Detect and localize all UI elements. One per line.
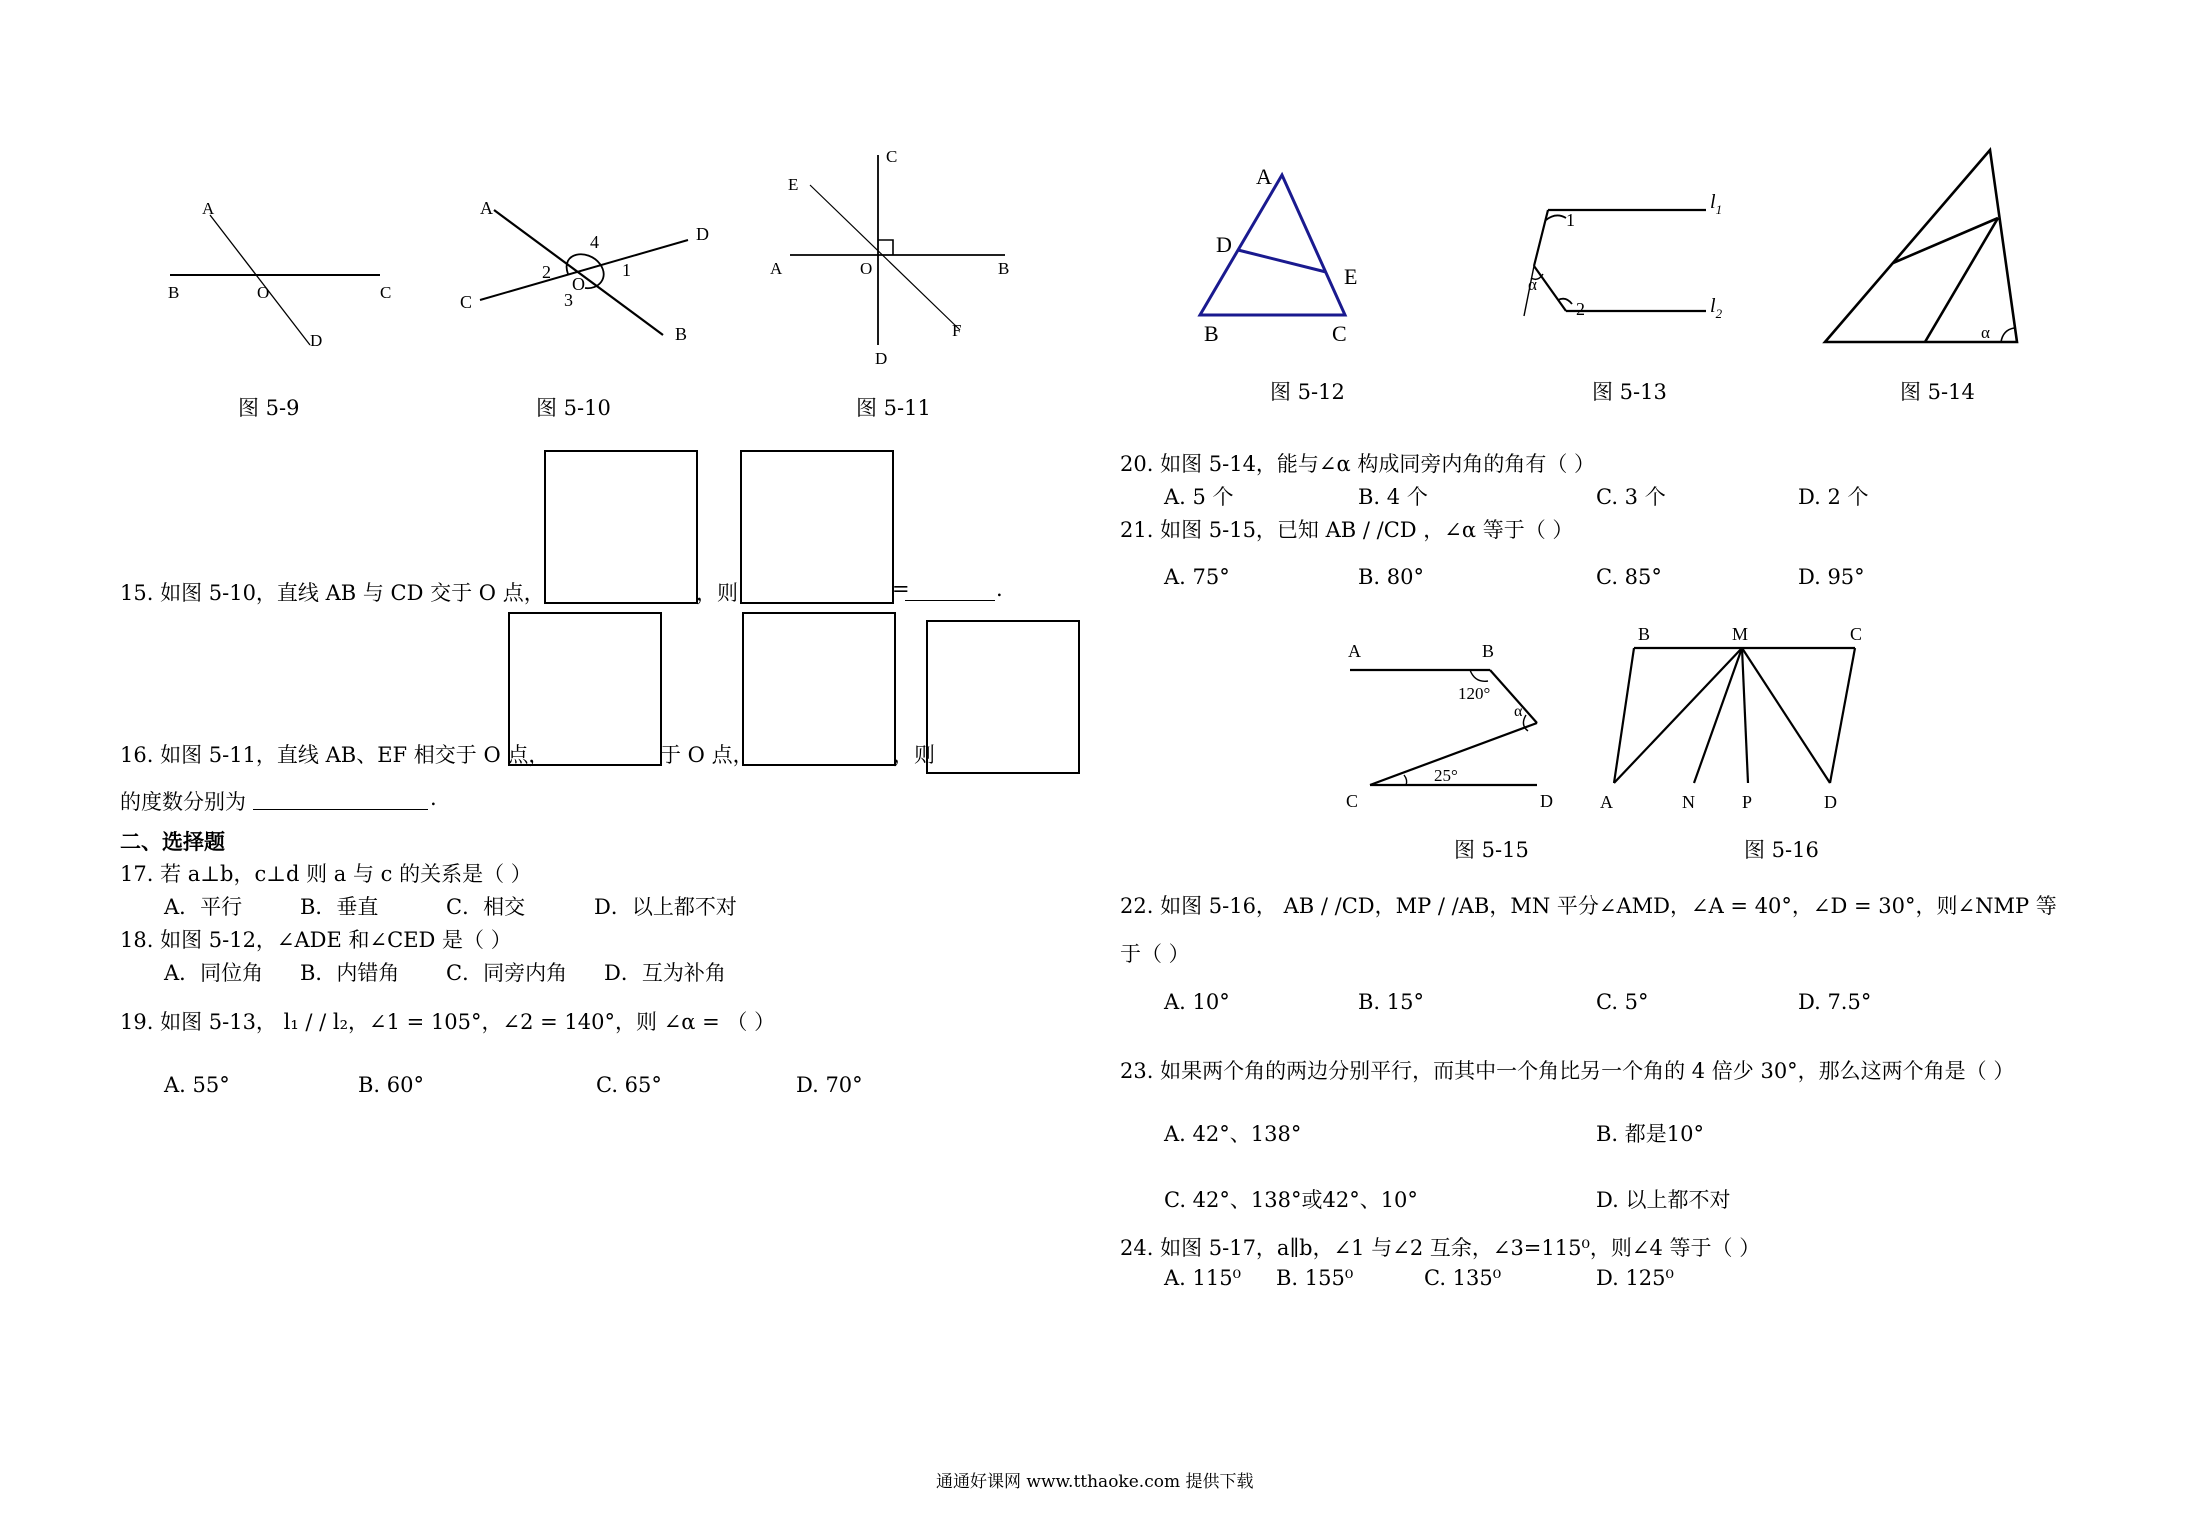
q22-option-d[interactable]: D. 7.5° [1798, 990, 1872, 1014]
q17-option-c[interactable]: C．相交 [446, 895, 526, 919]
fig59-label-a: A [202, 199, 215, 218]
fig513-label-l1: $l_1$ [1710, 191, 1723, 217]
fig516-label-b: B [1638, 624, 1651, 644]
q19-option-b[interactable]: B. 60° [358, 1073, 425, 1097]
q19-option-a[interactable]: A. 55° [164, 1073, 230, 1097]
q24-stem: 24. 如图 5-17，a∥b，∠1 与∠2 互余，∠3=115⁰，则∠4 等于（ ） [1120, 1236, 1761, 1260]
fig510-label-c: C [460, 292, 473, 312]
fig512-caption: 图 5-12 [1270, 380, 1345, 404]
fig513-caption: 图 5-13 [1592, 380, 1667, 404]
q22-option-c[interactable]: C. 5° [1596, 990, 1649, 1014]
q16-angle-box-2 [742, 612, 896, 766]
fig510-label-4: 4 [590, 232, 599, 252]
q21-stem: 21. 如图 5-15，已知 AB / /CD ，∠α 等于（ ） [1120, 518, 1574, 542]
fig510-label-d: D [696, 224, 709, 244]
q22-option-b[interactable]: B. 15° [1358, 990, 1425, 1014]
fig516-label-d: D [1824, 792, 1837, 812]
fig516-label-p: P [1742, 792, 1753, 812]
q19-stem: 19. 如图 5-13， l₁ / / l₂，∠1 = 105°，∠2 = 140°，则 ∠α = （ ） [120, 1010, 776, 1034]
fig511-label-e: E [788, 175, 799, 194]
figure-5-13 [1510, 170, 1760, 340]
fig511-label-c: C [886, 147, 898, 166]
fig513-label-1: 1 [1566, 210, 1575, 230]
fig516-label-c: C [1850, 624, 1863, 644]
fig59-label-d: D [310, 331, 323, 350]
q18-stem: 18. 如图 5-12，∠ADE 和∠CED 是（ ） [120, 928, 512, 952]
fig510-caption: 图 5-10 [536, 396, 611, 420]
fig510-label-o: O [572, 274, 585, 294]
fig515-label-b: B [1482, 641, 1495, 661]
fig59-label-b: B [168, 283, 180, 302]
q24-option-b[interactable]: B. 155⁰ [1276, 1266, 1354, 1290]
q22-stem-2: 于（ ） [1120, 942, 1190, 966]
section-heading-choice: 二、选择题 [120, 829, 225, 854]
fig511-caption: 图 5-11 [856, 396, 931, 420]
fig515-label-d: D [1540, 791, 1553, 811]
fig512-label-c: C [1332, 321, 1347, 346]
fig513-label-2: 2 [1576, 299, 1585, 319]
q17-option-d[interactable]: D．以上都不对 [594, 895, 737, 919]
q15-angle-box-2 [740, 450, 894, 604]
q20-option-c[interactable]: C. 3 个 [1596, 485, 1666, 509]
q17-option-a[interactable]: A．平行 [164, 895, 243, 919]
q17-option-b[interactable]: B．垂直 [300, 895, 379, 919]
q23-option-a[interactable]: A. 42°、138° [1164, 1122, 1302, 1146]
figure-5-12 [1180, 150, 1380, 350]
q18-option-b[interactable]: B．内错角 [300, 961, 400, 985]
fig512-label-b: B [1204, 321, 1219, 346]
fig512-label-e: E [1344, 264, 1358, 289]
fig510-label-2: 2 [542, 262, 551, 282]
fig514-caption: 图 5-14 [1900, 380, 1975, 404]
fig512-label-d: D [1216, 232, 1232, 257]
fig510-label-1: 1 [622, 260, 631, 280]
q20-option-b[interactable]: B. 4 个 [1358, 485, 1428, 509]
fig513-label-l2: $l_2$ [1710, 295, 1723, 321]
fig516-label-n: N [1682, 792, 1695, 812]
q22-option-a[interactable]: A. 10° [1164, 990, 1230, 1014]
q24-option-a[interactable]: A. 115⁰ [1164, 1266, 1242, 1290]
figure-5-11 [760, 140, 1030, 380]
fig59-caption: 图 5-9 [238, 396, 300, 420]
figure-5-10 [450, 190, 730, 370]
page-footer: 通通好课网 www.tthaoke.com 提供下载 [936, 1472, 1254, 1492]
fig511-label-f: F [952, 321, 962, 340]
q16-mid1: 于 O 点， [660, 743, 754, 767]
q16-text: 16. 如图 5-11，直线 AB、EF 相交于 O 点， [120, 743, 550, 767]
q16-end: . [430, 786, 437, 810]
q21-option-b[interactable]: B. 80° [1358, 565, 1425, 589]
fig59-label-o: O [257, 283, 270, 302]
q15-end: . [996, 577, 1003, 601]
figure-5-15 [1330, 635, 1560, 815]
q23-stem: 23. 如果两个角的两边分别平行，而其中一个角比另一个角的 4 倍少 30°，那么这两个角是（ ） [1120, 1059, 2015, 1083]
q24-option-d[interactable]: D. 125⁰ [1596, 1266, 1674, 1290]
fig516-label-m: M [1732, 624, 1749, 644]
q20-option-d[interactable]: D. 2 个 [1798, 485, 1869, 509]
q23-option-c[interactable]: C. 42°、138°或42°、10° [1164, 1188, 1418, 1212]
figure-5-9 [150, 190, 410, 370]
fig514-label-alpha: α [1981, 323, 1990, 342]
fig511-label-d: D [875, 349, 888, 368]
q18-option-d[interactable]: D．互为补角 [604, 961, 726, 985]
figure-5-14 [1815, 140, 2035, 350]
q18-option-a[interactable]: A．同位角 [164, 961, 264, 985]
fig510-label-3: 3 [564, 290, 573, 310]
fig512-label-a: A [1256, 164, 1272, 189]
fig511-label-b: B [998, 259, 1010, 278]
q20-option-a[interactable]: A. 5 个 [1164, 485, 1234, 509]
q20-stem: 20. 如图 5-14，能与∠α 构成同旁内角的角有（ ） [1120, 452, 1596, 476]
fig515-caption: 图 5-15 [1454, 838, 1529, 862]
q21-option-c[interactable]: C. 85° [1596, 565, 1662, 589]
q18-option-c[interactable]: C．同旁内角 [446, 961, 568, 985]
q16-angle-box-3 [926, 620, 1080, 774]
q19-option-d[interactable]: D. 70° [796, 1073, 863, 1097]
q23-option-d[interactable]: D. 以上都不对 [1596, 1188, 1731, 1212]
q15-mid: ，则 [696, 581, 738, 605]
q15-answer-blank[interactable] [905, 580, 995, 601]
fig516-caption: 图 5-16 [1744, 838, 1819, 862]
fig511-label-o: O [860, 259, 873, 278]
fig515-label-a: A [1348, 641, 1361, 661]
q16-mid2: ，则 [893, 743, 935, 767]
fig515-label-120: 120° [1458, 684, 1491, 703]
q15-text: 15. 如图 5-10，直线 AB 与 CD 交于 O 点， [120, 581, 545, 605]
fig511-label-a: A [770, 259, 783, 278]
q16-answer-blank[interactable] [253, 789, 428, 810]
fig515-label-c: C [1346, 791, 1359, 811]
q21-option-a[interactable]: A. 75° [1164, 565, 1230, 589]
fig515-label-alpha: α [1514, 703, 1523, 720]
q17-stem: 17. 若 a⊥b，c⊥d 则 a 与 c 的关系是（ ） [120, 862, 532, 886]
fig516-label-a: A [1600, 792, 1613, 812]
q15-angle-box-1 [544, 450, 698, 604]
figure-5-16 [1590, 618, 1880, 818]
fig515-label-25: 25° [1434, 766, 1458, 785]
q23-option-b[interactable]: B. 都是10° [1596, 1122, 1705, 1146]
fig510-label-a: A [480, 198, 493, 218]
q21-option-d[interactable]: D. 95° [1798, 565, 1865, 589]
q22-stem: 22. 如图 5-16， AB / /CD，MP / /AB，MN 平分∠AMD，∠A = 40°，∠D = 30°，则∠NMP 等 [1120, 894, 2057, 918]
q24-option-c[interactable]: C. 135⁰ [1424, 1266, 1502, 1290]
fig59-label-c: C [380, 283, 392, 302]
q15-eq: = [892, 577, 910, 601]
fig510-label-b: B [675, 324, 688, 344]
fig513-label-alpha: α [1528, 275, 1537, 294]
q19-option-c[interactable]: C. 65° [596, 1073, 662, 1097]
q16-line2: 的度数分别为 [120, 790, 246, 814]
